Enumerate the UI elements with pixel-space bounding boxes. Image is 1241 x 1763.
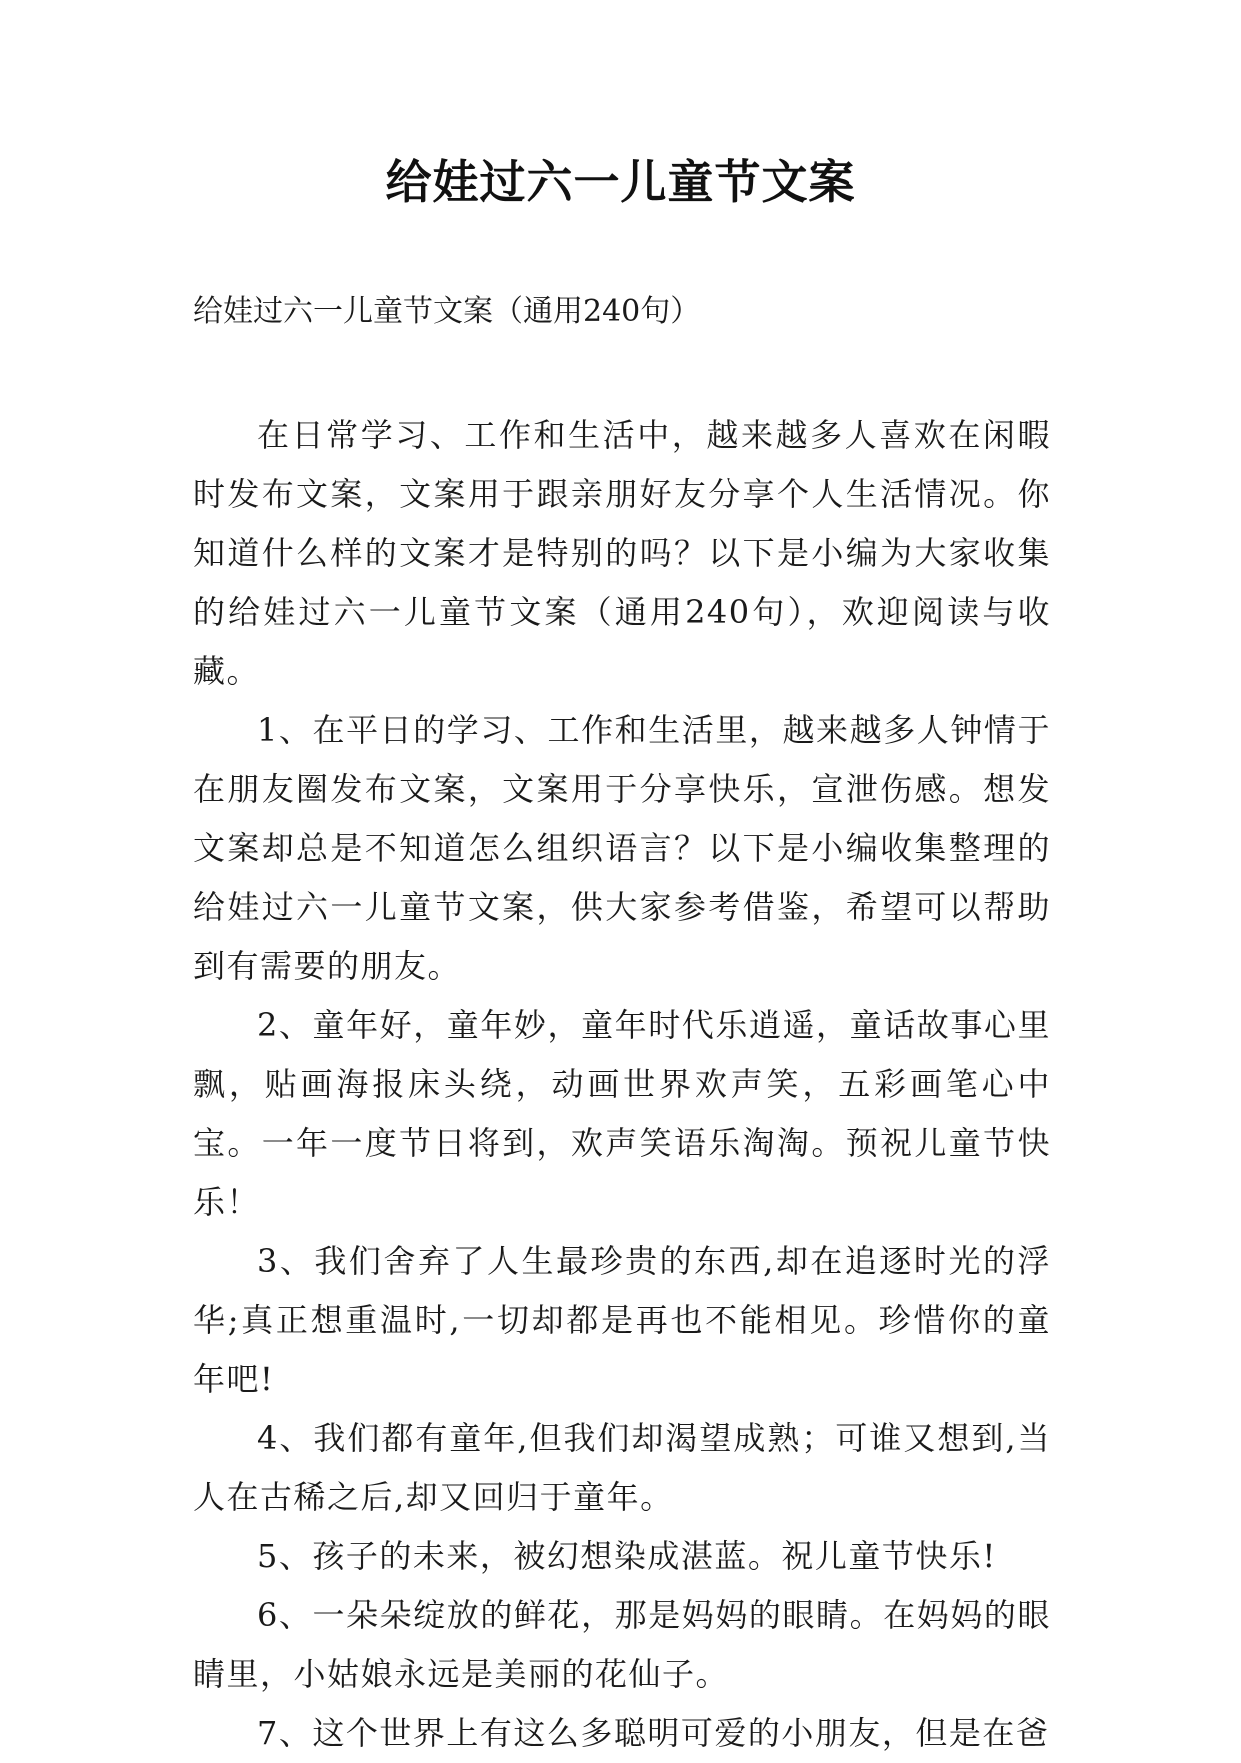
document-body [193,406,1051,1763]
document-title: 给娃过六一儿童节文案 [385,155,856,209]
list-item-4: 4、我们都有童年,但我们却渴望成熟；可谁又想到,当人在古稀之后,却又回归于童年。 [193,1419,1051,1516]
document-subtitle: 给娃过六一儿童节文案（通用240句） [193,294,701,329]
list-item-1: 1、在平日的学习、工作和生活里，越来越多人钟情于在朋友圈发布文案，文案用于分享快乐，宣泄伤感。想发文案却总是不知道怎么组织语言？以下是小编收集整理的给娃过六一儿童节文案，供大家参考借鉴，希望可以帮助到有需要的朋友。 [193,711,1051,985]
list-item-2: 2、童年好，童年妙，童年时代乐逍遥，童话故事心里飘，贴画海报床头绕，动画世界欢声笑，五彩画笔心中宝。一年一度节日将到，欢声笑语乐淘淘。预祝儿童节快乐！ [193,1006,1051,1221]
list-item-5: 5、孩子的未来，被幻想染成湛蓝。祝儿童节快乐! [257,1537,997,1575]
list-item-6: 6、一朵朵绽放的鲜花，那是妈妈的眼睛。在妈妈的眼睛里，小姑娘永远是美丽的花仙子。 [193,1596,1051,1693]
intro-paragraph: 在日常学习、工作和生活中，越来越多人喜欢在闲暇时发布文案，文案用于跟亲朋好友分享个人生活情况。你知道什么样的文案才是特别的吗？以下是小编为大家收集的给娃过六一儿童节文案（通用240句），欢迎阅读与收藏。 [193,416,1051,690]
list-item-3: 3、我们舍弃了人生最珍贵的东西,却在追逐时光的浮华;真正想重温时,一切却都是再也不能相见。珍惜你的童年吧! [193,1242,1051,1398]
list-item-7: 7、这个世界上有这么多聪明可爱的小朋友，但是在爸 [257,1714,1050,1752]
